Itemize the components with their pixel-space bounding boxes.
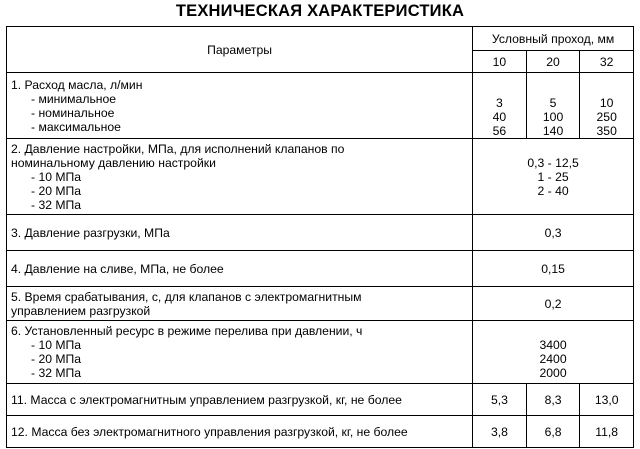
row1-title: 1. Расход масла, л/мин <box>11 77 143 92</box>
table-row <box>7 251 634 287</box>
row6-sub-20: - 20 МПа <box>31 352 82 366</box>
row1-d20-min: 5 <box>549 96 557 110</box>
row1-d20 <box>526 73 580 139</box>
row1-d32-nom: 250 <box>596 110 617 124</box>
row12-d32: 11,8 <box>580 416 634 448</box>
table-row <box>7 287 634 321</box>
row2-value-20: 1 - 25 <box>537 169 569 184</box>
table-row <box>7 139 634 215</box>
row4-value: 0,15 <box>473 251 634 287</box>
row11-d32: 13,0 <box>580 384 634 416</box>
row6-sub-32: - 32 МПа <box>31 366 82 380</box>
row5-title-2: управлением разгрузкой <box>11 303 151 318</box>
row12-d10: 3,8 <box>473 416 527 448</box>
row4-label: 4. Давление на сливе, МПа, не более <box>7 251 473 287</box>
row3-label: 3. Давление разгрузки, МПа <box>7 215 473 251</box>
row6-label <box>7 321 473 384</box>
table-row <box>7 321 634 384</box>
row11-d20: 8,3 <box>526 384 580 416</box>
row2-sub-10: - 10 МПа <box>31 169 82 184</box>
row6-value-10: 3400 <box>539 338 567 352</box>
row1-d10-nom: 40 <box>492 110 507 124</box>
row5-value: 0,2 <box>473 287 634 321</box>
row11-d10: 5,3 <box>473 384 527 416</box>
header-group: Условный проход, мм <box>473 27 634 51</box>
row1-d32 <box>580 73 634 139</box>
row1-label <box>7 73 473 139</box>
row1-d10-min: 3 <box>496 96 503 110</box>
row5-label <box>7 287 473 321</box>
header-d10: 10 <box>473 51 527 73</box>
row1-d20-nom: 100 <box>542 110 564 124</box>
row1-sub-nom: - номинальное <box>31 105 115 120</box>
row2-sub-32: - 32 МПа <box>31 197 82 212</box>
row1-d10-max: 56 <box>492 124 507 138</box>
header-d32: 32 <box>580 51 634 73</box>
row1-sub-min: - минимальное <box>31 91 117 106</box>
row5-title-1: 5. Время срабатывания, с, для клапанов с электромагнитным <box>11 289 362 304</box>
row1-sub-max: - максимальное <box>31 119 121 134</box>
spec-table <box>6 26 634 448</box>
table-row <box>7 215 634 251</box>
row6-sub-10: - 10 МПа <box>31 338 82 352</box>
row2-sub-20: - 20 МПа <box>31 183 82 198</box>
row6-value-32: 2000 <box>539 366 567 380</box>
row2-value-32: 2 - 40 <box>537 183 569 198</box>
row1-d32-min: 10 <box>599 96 614 110</box>
row12-d20: 6,8 <box>526 416 580 448</box>
header-d20: 20 <box>526 51 580 73</box>
row6-title: 6. Установленный ресурс в режиме перелива при давлении, ч <box>11 324 363 338</box>
row3-value: 0,3 <box>473 215 634 251</box>
table-row <box>7 416 634 448</box>
row12-label: 12. Масса без электромагнитного управления разгрузкой, кг, не более <box>7 416 473 448</box>
row6-value-20: 2400 <box>539 352 567 366</box>
table-row <box>7 73 634 139</box>
row2-label <box>7 139 473 215</box>
row1-d10 <box>473 73 527 139</box>
page-title: ТЕХНИЧЕСКАЯ ХАРАКТЕРИСТИКА <box>175 2 465 20</box>
row2-values <box>473 139 634 215</box>
row11-label: 11. Масса с электромагнитным управлением разгрузкой, кг, не более <box>7 384 473 416</box>
row1-d32-max: 350 <box>596 124 617 138</box>
row2-value-10: 0,3 - 12,5 <box>527 155 579 170</box>
header-params: Параметры <box>7 27 473 73</box>
row1-d20-max: 140 <box>542 124 564 138</box>
header-row <box>7 27 634 51</box>
row2-title-1: 2. Давление настройки, МПа, для исполнений клапанов по <box>11 141 345 156</box>
row6-values <box>473 321 634 384</box>
table-row <box>7 384 634 416</box>
row2-title-2: номинальному давлению настройки <box>11 155 216 170</box>
